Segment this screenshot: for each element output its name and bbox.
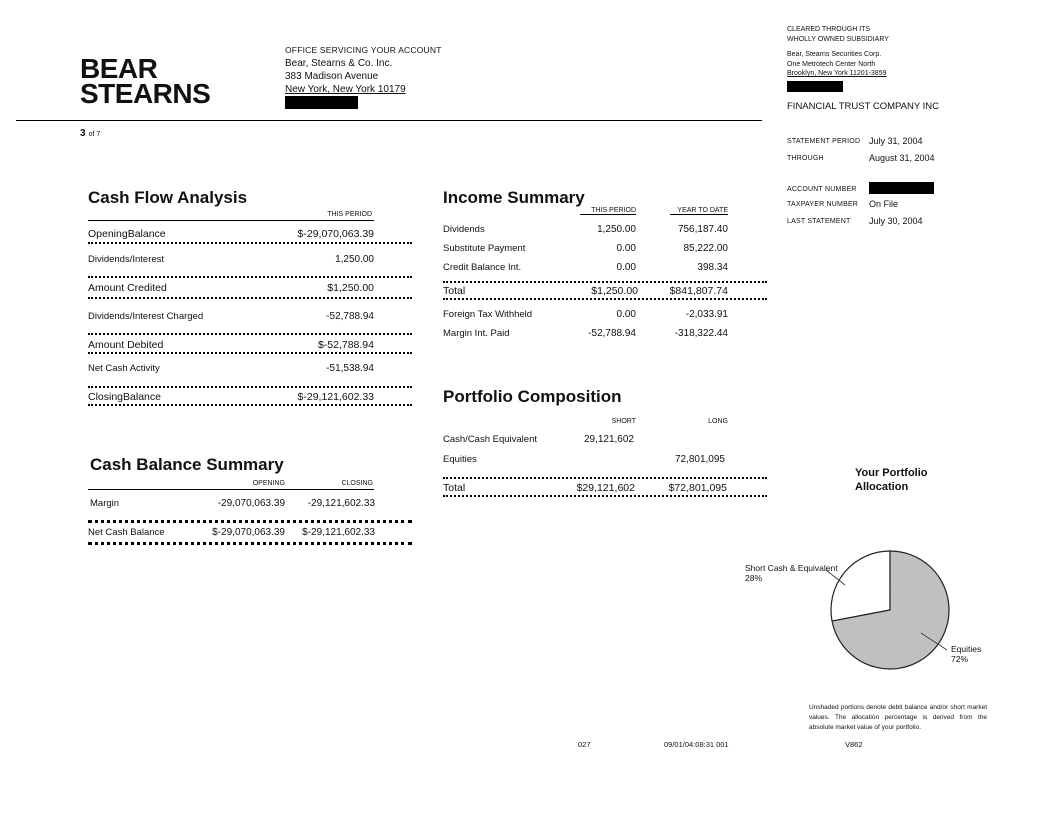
cash-balance-opening: $-29,070,063.39 [212, 527, 285, 538]
cash-flow-row-label: ClosingBalance [88, 391, 161, 403]
cash-flow-col-this-period: THIS PERIOD [327, 211, 372, 218]
logo-line-1: BEAR [80, 53, 158, 84]
income-row-ytd: 756,187.40 [677, 224, 728, 235]
bear-stearns-logo [80, 53, 211, 109]
sub-name: Bear, Stearns Securities Corp. [787, 51, 882, 58]
cash-balance-header-rule [88, 489, 374, 490]
portfolio-title: Portfolio Composition [443, 387, 622, 406]
redaction-bar [285, 96, 358, 109]
income-row-period: 0.00 [616, 243, 636, 254]
pie-label-equities-pct: 72% [951, 654, 969, 664]
sub-city: Brooklyn, New York 11201-3859 [787, 70, 887, 77]
cash-flow-row-value: 1,250.00 [335, 254, 374, 265]
allocation-title-line-1: Your Portfolio [855, 467, 928, 479]
account-number-label: ACCOUNT NUMBER [787, 186, 857, 193]
row-divider [88, 520, 412, 523]
income-title: Income Summary [443, 188, 585, 207]
footer-code-1: 027 [578, 740, 591, 749]
page-number: 3 [80, 128, 86, 139]
row-divider [88, 386, 412, 388]
redaction-bar [787, 81, 843, 92]
last-statement-label: LAST STATEMENT [787, 218, 851, 225]
cash-flow-row-label: Amount Credited [88, 282, 167, 294]
through-value: August 31, 2004 [869, 153, 935, 163]
cleared-line-2: WHOLLY OWNED SUBSIDIARY [787, 35, 889, 43]
income-row-period: -52,788.94 [588, 328, 636, 339]
income-total-ytd: $841,807.74 [669, 285, 728, 297]
cash-flow-row-label: Net Cash Activity [88, 363, 160, 374]
row-divider [88, 542, 412, 545]
sub-street: One Metrotech Center North [787, 60, 876, 68]
cash-flow-row-label: Amount Debited [88, 339, 164, 351]
row-divider [88, 297, 412, 299]
row-divider [88, 404, 412, 406]
page-indicator [80, 128, 100, 139]
pie-label-equities-name: Equities [951, 644, 982, 654]
portfolio-col-long: LONG [708, 418, 728, 425]
income-row-ytd: -2,033.91 [685, 309, 728, 320]
cash-balance-col-closing: CLOSING [341, 480, 373, 487]
cash-balance-title: Cash Balance Summary [90, 455, 284, 474]
statement-period-label: STATEMENT PERIOD [787, 138, 861, 145]
income-row-label: Substitute Payment [443, 243, 526, 254]
cash-balance-col-opening: OPENING [252, 480, 285, 487]
income-row-ytd: 398.34 [697, 262, 728, 273]
clearing-info [787, 25, 889, 95]
office-address [285, 44, 442, 113]
page-of: of 7 [88, 131, 101, 138]
taxpayer-label: TAXPAYER NUMBER [787, 201, 859, 208]
portfolio-row-short: 29,121,602 [583, 434, 634, 445]
row-divider [88, 333, 412, 335]
cash-flow-row-value: -51,538.94 [326, 363, 374, 374]
account-holder: FINANCIAL TRUST COMPANY INC [787, 101, 940, 112]
portfolio-total-label: Total [443, 482, 466, 494]
row-divider [88, 242, 412, 244]
row-divider [443, 477, 767, 479]
income-row-period: 0.00 [616, 309, 636, 320]
income-row-label: Dividends [443, 224, 485, 235]
statement-period-value: July 31, 2004 [869, 136, 923, 146]
portfolio-total-long: $72,801,095 [668, 482, 727, 494]
pie-slices [831, 551, 949, 669]
income-row-ytd: 85,222.00 [683, 243, 728, 254]
portfolio-row-label: Cash/Cash Equivalent [443, 434, 537, 445]
pie-label-short-pct: 28% [745, 573, 763, 583]
allocation-title [855, 466, 928, 494]
portfolio-total-short: $29,121,602 [576, 482, 635, 494]
account-number-redaction [869, 182, 934, 194]
pie-slice-short-cash [831, 551, 890, 621]
row-divider [443, 281, 767, 283]
cash-flow-row-value: $-52,788.94 [317, 339, 374, 351]
portfolio-row-label: Equities [443, 454, 477, 465]
pie-label-equities [951, 644, 981, 664]
income-col-this-period: THIS PERIOD [580, 207, 636, 215]
cash-flow-title: Cash Flow Analysis [88, 188, 248, 207]
income-col-ytd: YEAR TO DATE [670, 207, 728, 215]
row-divider [443, 298, 767, 300]
cash-flow-row-label: OpeningBalance [88, 228, 166, 240]
cash-balance-row-label: Net Cash Balance [88, 527, 165, 538]
cash-flow-row-value: -52,788.94 [326, 311, 374, 322]
income-row-label: Foreign Tax Withheld [443, 309, 533, 320]
office-heading: OFFICE SERVICING YOUR ACCOUNT [285, 45, 442, 55]
pie-label-short-name: Short Cash & Equivalent [745, 563, 838, 573]
cleared-line-1: CLEARED THROUGH ITS [787, 26, 871, 33]
portfolio-row-long: 72,801,095 [674, 454, 725, 465]
cash-flow-row-value: $-29,121,602.33 [297, 391, 374, 403]
portfolio-col-short: SHORT [611, 418, 636, 425]
logo-line-2: STEARNS [80, 78, 211, 109]
income-row-label: Credit Balance Int. [443, 262, 522, 273]
through-label: THROUGH [787, 155, 824, 162]
row-divider [88, 276, 412, 278]
cash-flow-row-value: $-29,070,063.39 [297, 228, 374, 240]
office-name: Bear, Stearns & Co. Inc. [285, 58, 393, 69]
income-row-ytd: -318,322.44 [674, 328, 728, 339]
cash-balance-row-label: Margin [90, 498, 120, 509]
allocation-title-line-2: Allocation [855, 481, 909, 493]
office-city: New York, New York 10179 [285, 84, 406, 95]
footer-code-2: V862 [845, 740, 863, 749]
cash-flow-header-rule [88, 220, 374, 221]
income-total-period: $1,250.00 [591, 285, 638, 297]
pie-label-short [745, 563, 838, 583]
cash-flow-row-value: $1,250.00 [327, 282, 374, 294]
cash-flow-row-label: Dividends/Interest Charged [88, 311, 204, 322]
header-divider [16, 120, 762, 121]
cash-balance-closing: $-29,121,602.33 [302, 527, 375, 538]
taxpayer-value: On File [869, 199, 899, 209]
footer-timestamp: 09/01/04:08:31 001 [664, 740, 729, 749]
income-row-period: 0.00 [616, 262, 636, 273]
cash-flow-row-label: Dividends/Interest [88, 254, 165, 265]
office-street: 383 Madison Avenue [285, 71, 379, 82]
allocation-note: Unshaded portions denote debit balance and/or short market values. The allocation percentage is derived from the absolute market value of your portfolio. [809, 704, 987, 731]
income-row-period: 1,250.00 [597, 224, 636, 235]
row-divider [443, 495, 767, 497]
last-statement-value: July 30, 2004 [869, 216, 923, 226]
income-row-label: Margin Int. Paid [443, 328, 510, 339]
row-divider [88, 352, 412, 354]
income-total-label: Total [443, 285, 466, 297]
cash-balance-closing: -29,121,602.33 [307, 498, 375, 509]
cash-balance-opening: -29,070,063.39 [217, 498, 285, 509]
